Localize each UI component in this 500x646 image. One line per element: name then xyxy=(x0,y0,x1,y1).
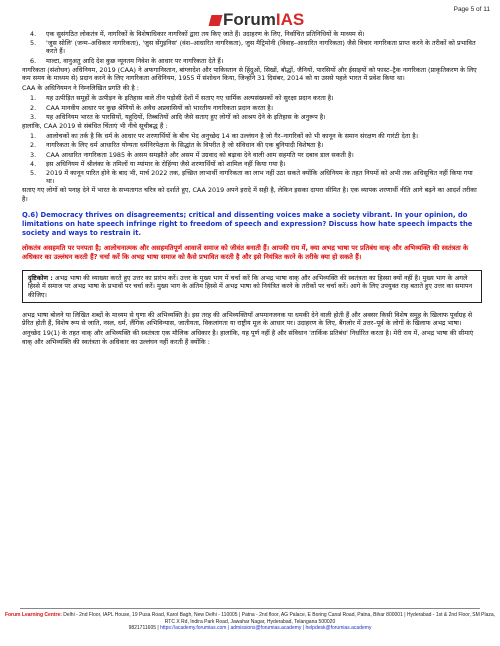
caa-paragraph: नागरिकता (संशोधन) अधिनियम, 2019 (CAA) ने अफगानिस्तान, बांग्लादेश और पाकिस्तान से हिंदुओं, सिखों, बौद्धों, जैनियों, पारसियों और ईसाइयों को फास्ट–ट्रैक नागरिकता (प्राकृतिकरण के लिए कम समय के माध्यम से) प्रदान करने के लिए नागरिकता अधिनियम, 1955 में संशोधन किया, जिन्होंने 31 दिसंबर, 2014 को या उससे पहले भारत में प्रवेश किया था। xyxy=(22,65,477,83)
list-item xyxy=(22,113,482,121)
list-item-text: एक सुसंगठित लोकतंत्र में, नागरिकों के विशेषाधिकार नागरिकों द्वारा तय किए जाते हैं। उदाहरण के लिए, निर्वाचित प्रतिनिधियों के माध्यम से। xyxy=(46,30,365,38)
list-item-number: 5. xyxy=(30,39,37,48)
question-hindi: लोकतंत्र असहमति पर पनपता है; आलोचनात्मक और असहमतिपूर्ण आवाजें समाज को जीवंत बनाती हैं। आपकी राय में, क्या अभद्र भाषा पर प्रतिबंध वाक् और अभिव्यक्ति की स्वतंत्रता के अधिकार का उल्लंघन करती हैं? चर्चा करें कि अभद्र भाषा समाज को कैसे प्रभावित करती है और इसे नियंत्रित करने के तरीके क्या हो सकते हैं। xyxy=(22,243,469,261)
list-item xyxy=(22,57,482,65)
approach-label: दृष्टिकोण : xyxy=(28,273,53,282)
footer-phone: 9821711605 xyxy=(128,625,156,631)
list-item-number: 2. xyxy=(30,103,37,112)
list-item xyxy=(22,141,482,149)
logo-mark-icon xyxy=(209,15,223,26)
list-item xyxy=(22,30,482,38)
list-item xyxy=(22,151,482,159)
page-content xyxy=(22,30,482,348)
list-points-1 xyxy=(22,30,482,65)
question-english: Q.6) Democracy thrives on disagreements; critical and dissenting voices make a society vibrant. In your opinion, do limitations on hate speech infringe right to freedom of speech and expression? Discuss how hate speech impacts the society and ways to restrain it. xyxy=(22,210,473,237)
list-item-number: 1. xyxy=(30,94,37,103)
footer-label: Forum Learning Centre: xyxy=(4,612,62,618)
list-item-number: 2. xyxy=(30,141,37,150)
list-item xyxy=(22,94,482,102)
page-number: Page 5 of 11 xyxy=(453,6,490,13)
caa-intro: CAA के अधिनियमन ने निम्नलिखित प्रगति की है : xyxy=(22,84,139,93)
list-item xyxy=(22,169,482,185)
page-footer: Forum Learning Centre: Delhi - 2nd Floor, IAPL House, 19 Pusa Road, Karol Bagh, New Delhi - 110005 | Patna - 2nd floor, AG Palace, E Boring Canal Road, Patna, Bihar 800001 | Hyderabad - 1st & 2nd Floor, SM Plaza, RTC X Rd, Indira Park Road, Jawahar Nagar, Hyderabad, Telangana 500020 9821711605 | https://academy.forumias.com | admissions@forumias.academy | helpdesk@forumias.academy xyxy=(4,612,496,631)
answer-paragraph-2: अनुच्छेद 19(1) के तहत वाक् और अभिव्यक्ति की स्वतंत्रता एक मौलिक अधिकार है। हालांकि, यह पूर्ण नहीं है और संविधान 'तार्किक प्रतिबंध' निर्धारित करता है। मेरी राय में, अभद्र भाषा की सीमाएं वाक् और अभिव्यक्ति की स्वतंत्रता के अधिकार का उल्लंघन नहीं करती हैं क्योंकि : xyxy=(22,329,474,346)
list-item-number: 1. xyxy=(30,132,37,141)
closing-paragraph: सताए गए लोगों को पनाह देने में भारत के सभ्यतागत चरित्र को दर्शाते हुए, CAA 2019 अपने इरादे में सही है, लेकिन इसका दायरा सीमित है। एक व्यापक शरणार्थी नीति आगे बढ़ने का आदर्श तरीका है। xyxy=(22,186,477,203)
footer-address: Delhi - 2nd Floor, IAPL House, 19 Pusa Road, Karol Bagh, New Delhi - 110005 | Patna - 2nd floor, AG Palace, E Boring Canal Road, Patna, Bihar 800001 | Hyderabad - 1st & 2nd Floor, SM Plaza, RTC X Rd, Indira Park Road, Jawahar Nagar, Hyderabad, Telangana 500020 xyxy=(63,612,496,625)
list-item-text: CAA आधारित नागरिकता 1985 के असम समझौते और असम में उग्रवाद को बढ़ावा देने वाली आम सहमति पर दबाव डाल सकती है। xyxy=(46,150,354,159)
logo-text-forum: Forum xyxy=(223,10,276,29)
list-item-number: 5. xyxy=(30,169,37,178)
list-progress xyxy=(22,94,482,121)
approach-box xyxy=(22,270,482,303)
page-header xyxy=(0,0,500,34)
footer-links[interactable]: https://academy.forumias.com | admissions@forumias.academy | helpdesk@forumias.academy xyxy=(160,625,372,631)
logo-text-ias: IAS xyxy=(275,10,305,29)
list-item xyxy=(22,132,482,140)
list-item-number: 4. xyxy=(30,159,37,168)
list-item-number: 3. xyxy=(30,150,37,159)
list-item-text: 2019 में कानून पारित होने के बाद भी, मार्च 2022 तक, इच्छित लाभार्थी नागरिकता का लाभ नहीं उठा सकते क्योंकि अधिनियम के तहत नियमों को अभी तक अधिसूचित नहीं किया गया था। xyxy=(46,169,473,186)
approach-text: अभद्र भाषा की व्याख्या करते हुए उत्तर का प्रारंभ करें। उत्तर के मुख्य भाग में चर्चा करें कि अभद्र भाषा वाक् और अभिव्यक्ति की स्वतंत्रता का हिस्सा क्यों नहीं है। मुख्य भाग के अगले हिस्से में समाज पर अभद्र भाषा के प्रभावों पर चर्चा करें। मुख्य भाग के अंतिम हिस्से में अभद्र भाषा को नियंत्रित करने के तरीकों पर चर्चा करें। आगे के लिए उपयुक्त राह बताते हुए उत्तर का समापन कीजिए। xyxy=(28,273,473,299)
list-item xyxy=(22,104,482,112)
list-item-number: 4. xyxy=(30,30,37,38)
list-item-text: 'जुस सोलि' (जन्म–अधिकार नागरिकता), 'जुस सेंगुइनिस' (वंश–आधारित नागरिकता), जुस मैट्रिमोनी (विवाह–आधारित नागरिकता) जैसे विचार नागरिकता प्राप्त करने के तरीकों को प्रभावित करते हैं। xyxy=(46,39,476,56)
answer-paragraph-1: अभद्र भाषा बोलने या लिखित शब्दों के माध्यम से घृणा की अभिव्यक्ति है। इस तरह की अभिव्यक्तियाँ अपमानजनक या धमकी देने वाली होती हैं और अक्सर किसी विशेष समूह के खिलाफ पूर्वाग्रह से प्रेरित होती हैं, विशेष रूप से जाति, नस्ल, धर्म, लैंगिक अभिविन्यास, जातीयता, विकलांगता या राष्ट्रीय मूल के आधार पर। उदाहरण के लिए, बैंगलोर में उत्तर–पूर्व के लोगों के खिलाफ अभद्र भाषा। xyxy=(22,311,473,328)
forumias-logo xyxy=(210,10,304,30)
list-item-number: 3. xyxy=(30,112,37,121)
list-concerns xyxy=(22,132,482,185)
list-item-text: CAA मानवीय आधार पर कुछ श्रेणियों के अवैध अप्रवासियों को भारतीय नागरिकता प्रदान करता है। xyxy=(46,103,274,112)
list-item-text: यह अधिनियम भारत के पारसियों, यहूदियों, तिब्बतियों आदि जैसे सताए हुए लोगों को आश्रय देने के इतिहास के अनुरूप है। xyxy=(46,112,326,121)
list-item-text: यह उत्पीड़ित समूहों के उत्पीड़न के इतिहास वाले तीन पड़ोसी देशों में सताए गए धार्मिक अल्पसंख्यकों को सुरक्षा प्रदान करता है। xyxy=(46,94,334,103)
list-item-text: आलोचकों का तर्क है कि धर्म के आधार पर शरणार्थियों के बीच भेद अनुच्छेद 14 का उल्लंघन है जो गैर–नागरिकों को भी कानून के समान संरक्षण की गारंटी देता है। xyxy=(46,132,419,141)
list-item-text: नागरिकता के लिए धर्म आधारित योग्यता धर्मनिरपेक्षता के सिद्धांत के विपरीत है जो संविधान की एक बुनियादी विशेषता है। xyxy=(46,141,324,150)
list-item-text: इस अधिनियम में श्रीलंका के तमिलों या म्यांमार के रोहिंग्या जैसे शरणार्थियों को शामिल नहीं किया गया है। xyxy=(46,159,286,168)
concerns-intro: हालांकि, CAA 2019 से संबंधित चिंताएं भी नीचे सूचीबद्ध हैं : xyxy=(22,122,168,131)
footer-divider xyxy=(20,608,480,609)
list-item xyxy=(22,160,482,168)
list-item xyxy=(22,39,482,55)
list-item-text: माल्टा, वानुअतु आदि देश कुछ न्यूनतम निवेश के आधार पर नागरिकता देते हैं। xyxy=(46,56,224,65)
list-item-number: 6. xyxy=(30,56,37,65)
